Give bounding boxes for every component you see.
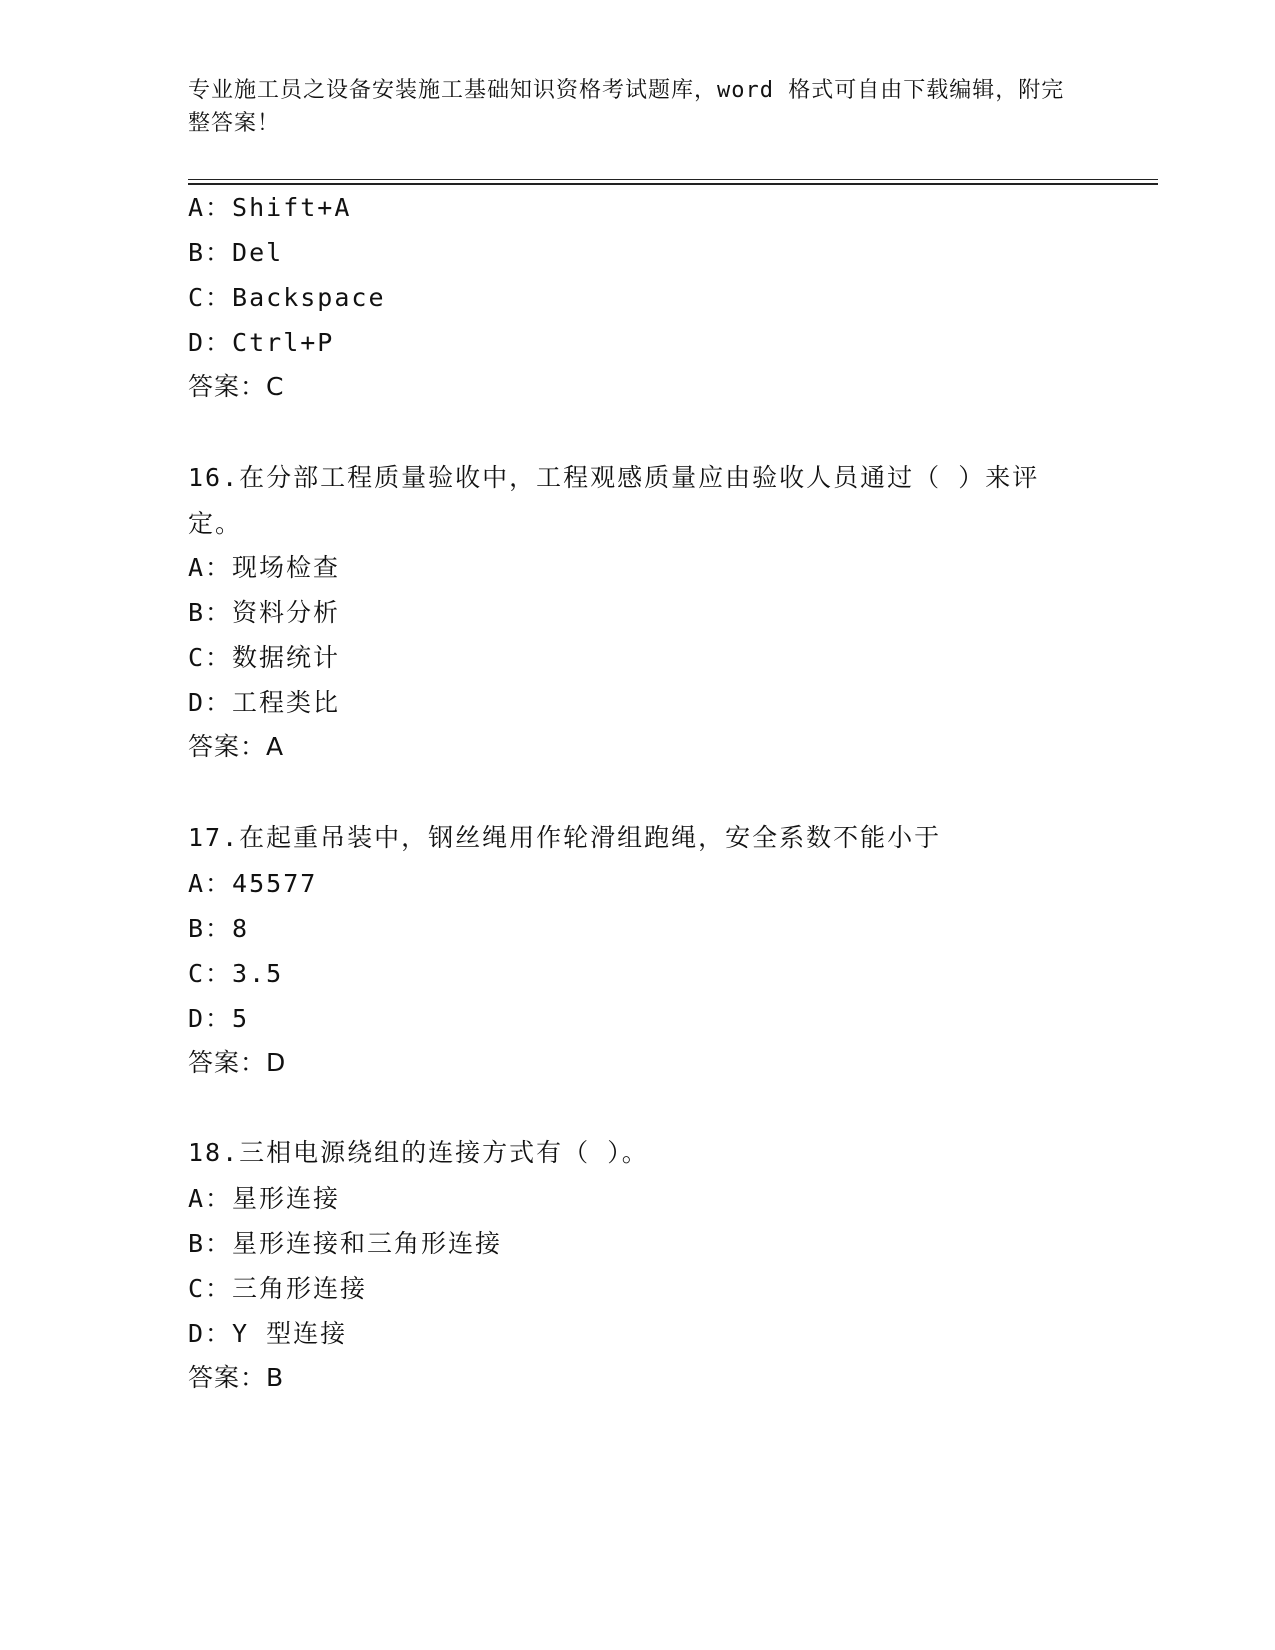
- question-18: [188, 1130, 1078, 1176]
- option-d: D：工程类比: [188, 688, 341, 717]
- option-c: C：Backspace: [188, 283, 386, 312]
- option-b: B：8: [188, 914, 250, 943]
- question-text: 三相电源绕组的连接方式有（ ）。: [239, 1138, 649, 1167]
- option-b: B：Del: [188, 238, 284, 267]
- option-d: D：Ctrl+P: [188, 328, 335, 357]
- option-d: D：Y 型连接: [188, 1319, 348, 1348]
- option-c: C：三角形连接: [188, 1274, 368, 1303]
- answer-line: 答案：C: [188, 372, 285, 401]
- option-c: C：3.5: [188, 959, 284, 988]
- question-text: 在起重吊装中，钢丝绳用作轮滑组跑绳，安全系数不能小于: [239, 823, 942, 852]
- option-a: A：45577: [188, 869, 318, 898]
- option-b: B：星形连接和三角形连接: [188, 1229, 503, 1258]
- document-header: 专业施工员之设备安装施工基础知识资格考试题库，word 格式可自由下载编辑，附完整答案！: [188, 78, 1065, 136]
- question-number: 16.: [188, 463, 240, 492]
- question-number: 17.: [188, 823, 240, 852]
- option-a: A：星形连接: [188, 1184, 341, 1213]
- header-divider-thick: [188, 183, 1158, 185]
- question-text: 在分部工程质量验收中，工程观感质量应由验收人员通过（ ）来评定。: [188, 463, 1040, 538]
- answer-line: 答案：D: [188, 1048, 287, 1077]
- question-16: [188, 455, 1078, 547]
- question-17: [188, 815, 1078, 861]
- option-d: D：5: [188, 1004, 250, 1033]
- question-number: 18.: [188, 1138, 240, 1167]
- option-b: B：资料分析: [188, 598, 341, 627]
- option-a: A：现场检查: [188, 553, 341, 582]
- option-c: C：数据统计: [188, 643, 341, 672]
- answer-line: 答案：A: [188, 732, 285, 761]
- header-divider-thin: [188, 179, 1158, 180]
- answer-line: 答案：B: [188, 1363, 285, 1392]
- option-a: A：Shift+A: [188, 193, 352, 222]
